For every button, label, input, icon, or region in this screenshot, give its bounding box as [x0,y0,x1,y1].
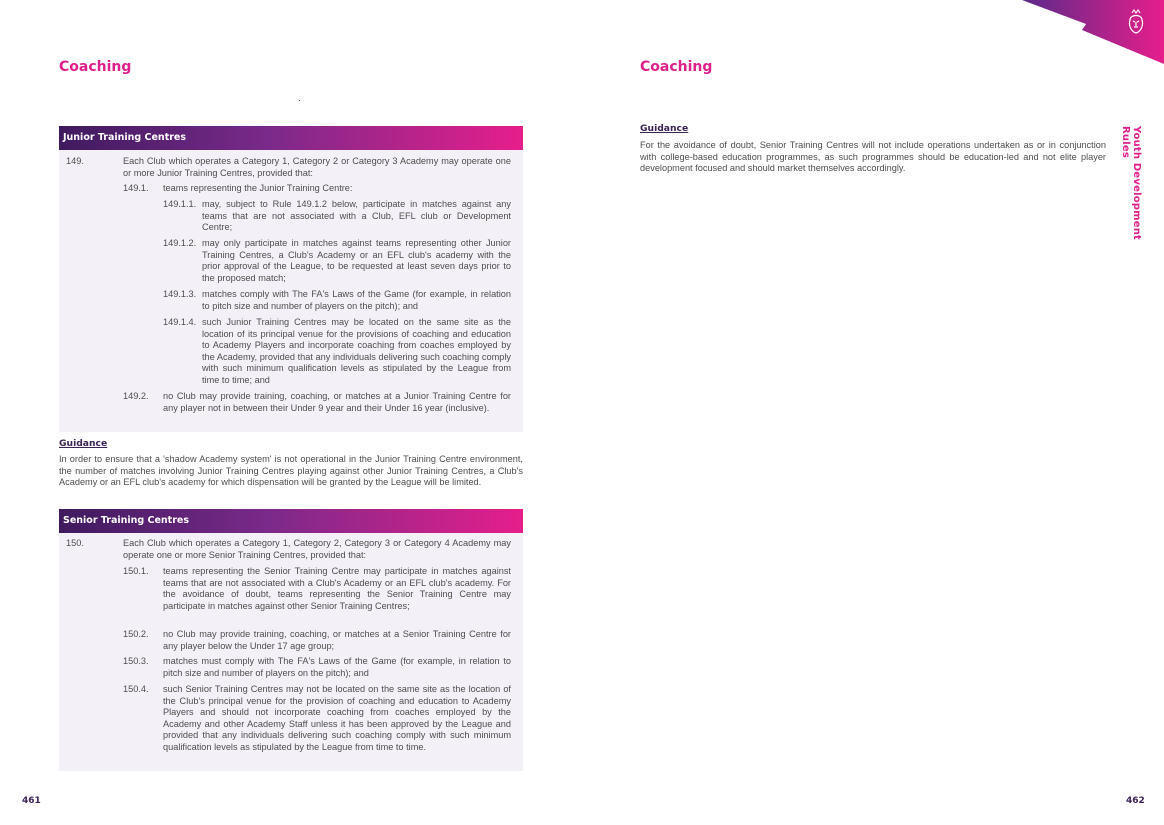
rule-text: Each Club which operates a Category 1, Category 2, Category 3 or Category 4 Academy may operate one or more Senior Training Centres, provided that: [123,538,511,560]
rule-text: may, subject to Rule 149.1.2 below, participate in matches against any teams that are not associated with a Club, EFL club or Development Centre; [202,199,511,233]
rule-number: 150.4. [123,684,149,694]
senior-rules-panel [59,533,523,771]
rule-number: 149.1.2. [163,238,197,248]
rule-149 [66,156,511,179]
rule-number: 149.1.3. [163,289,197,299]
corner-banner [1014,0,1164,70]
youth-development-rules-label: Youth Development Rules [1120,126,1142,241]
left-page-title: Coaching [59,59,132,75]
rule-number: 149.2. [123,391,149,401]
rule-149-1-4 [163,317,511,387]
rule-150-3 [123,656,511,679]
rule-text: teams representing the Senior Training Centre may participate in matches against teams that are not associated with a Club's Academy or an EFL club's academy. For the avoidance of doubt, teams representing the Senior Training Centre may participate in matches against other Senior Training Centres; [163,566,511,611]
senior-training-centres-heading: Senior Training Centres [59,509,523,533]
rule-149-2 [123,391,511,414]
rule-text: no Club may provide training, coaching, or matches at a Junior Training Centre for any player not in between their Under 9 year and their Under 16 year (inclusive). [163,391,511,413]
junior-rules-panel [59,150,523,432]
left-guidance-text: In order to ensure that a 'shadow Academy system' is not operational in the Junior Training Centre environment, the number of matches involving Junior Training Centres playing against other Junior Training Centres, a Club's Academy or an EFL club's academy for which dispensation will be granted by the League will be limited. [59,454,523,488]
rule-149-1-3 [163,289,511,312]
rule-149-1 [123,183,511,195]
rule-number: 149. [66,156,84,166]
junior-training-centres-heading: Junior Training Centres [59,126,523,150]
rule-150 [66,538,511,561]
rule-text: may only participate in matches against teams representing other Junior Training Centres, a Club's Academy or an EFL club's academy with the prior approval of the League, to be requested at least seven days prior to the proposed match; [202,238,511,283]
left-page-number: 461 [22,796,41,806]
rule-149-1-2 [163,238,511,284]
rule-text: matches comply with The FA's Laws of the Game (for example, in relation to pitch size and number of players on the pitch); and [202,289,511,311]
rule-text: no Club may provide training, coaching, or matches at a Senior Training Centre for any player below the Under 17 age group; [163,629,511,651]
rule-text: such Senior Training Centres may not be located on the same site as the location of the Club's principal venue for the provision of coaching and education to Academy Players and should not incorporate coaching from coaches employed by the Academy and other Academy Staff unless it has been approved by the League and provided that any individuals delivering such coaching comply with such minimum qualification levels as stipulated by the League from time to time. [163,684,511,752]
rule-number: 150.1. [123,566,149,576]
rule-number: 149.1.4. [163,317,197,327]
right-page-title: Coaching [640,59,713,75]
rule-number: 150. [66,538,84,548]
rule-150-1 [123,566,511,612]
stray-dot [299,100,300,101]
left-guidance-heading: Guidance [59,438,108,449]
rule-number: 150.2. [123,629,149,639]
rule-number: 150.3. [123,656,149,666]
rule-number: 149.1.1. [163,199,197,209]
rule-text: such Junior Training Centres may be located on the same site as the location of its principal venue for the provisions of coaching and education to Academy Players and incorporate coaching from coaches employed by the Academy, provided that any individuals delivering such coaching comply with such minimum qualification levels as stipulated by the League from time to time; and [202,317,511,385]
right-guidance-heading: Guidance [640,123,689,134]
rule-text: Each Club which operates a Category 1, Category 2 or Category 3 Academy may operate one or more Junior Training Centres, provided that: [123,156,511,178]
right-guidance-text: For the avoidance of doubt, Senior Training Centres will not include operations undertaken as or in conjunction with college-based education programmes, as such programmes should be education-led and not elite player development focused and should market themselves accordingly. [640,140,1106,174]
rule-number: 149.1. [123,183,149,193]
rule-149-1-1 [163,199,511,234]
rule-150-2 [123,629,511,652]
rule-150-4 [123,684,511,754]
rule-text: teams representing the Junior Training Centre: [163,183,353,193]
right-page-number: 462 [1126,796,1145,806]
rule-text: matches must comply with The FA's Laws of the Game (for example, in relation to pitch size and number of players on the pitch); and [163,656,511,678]
